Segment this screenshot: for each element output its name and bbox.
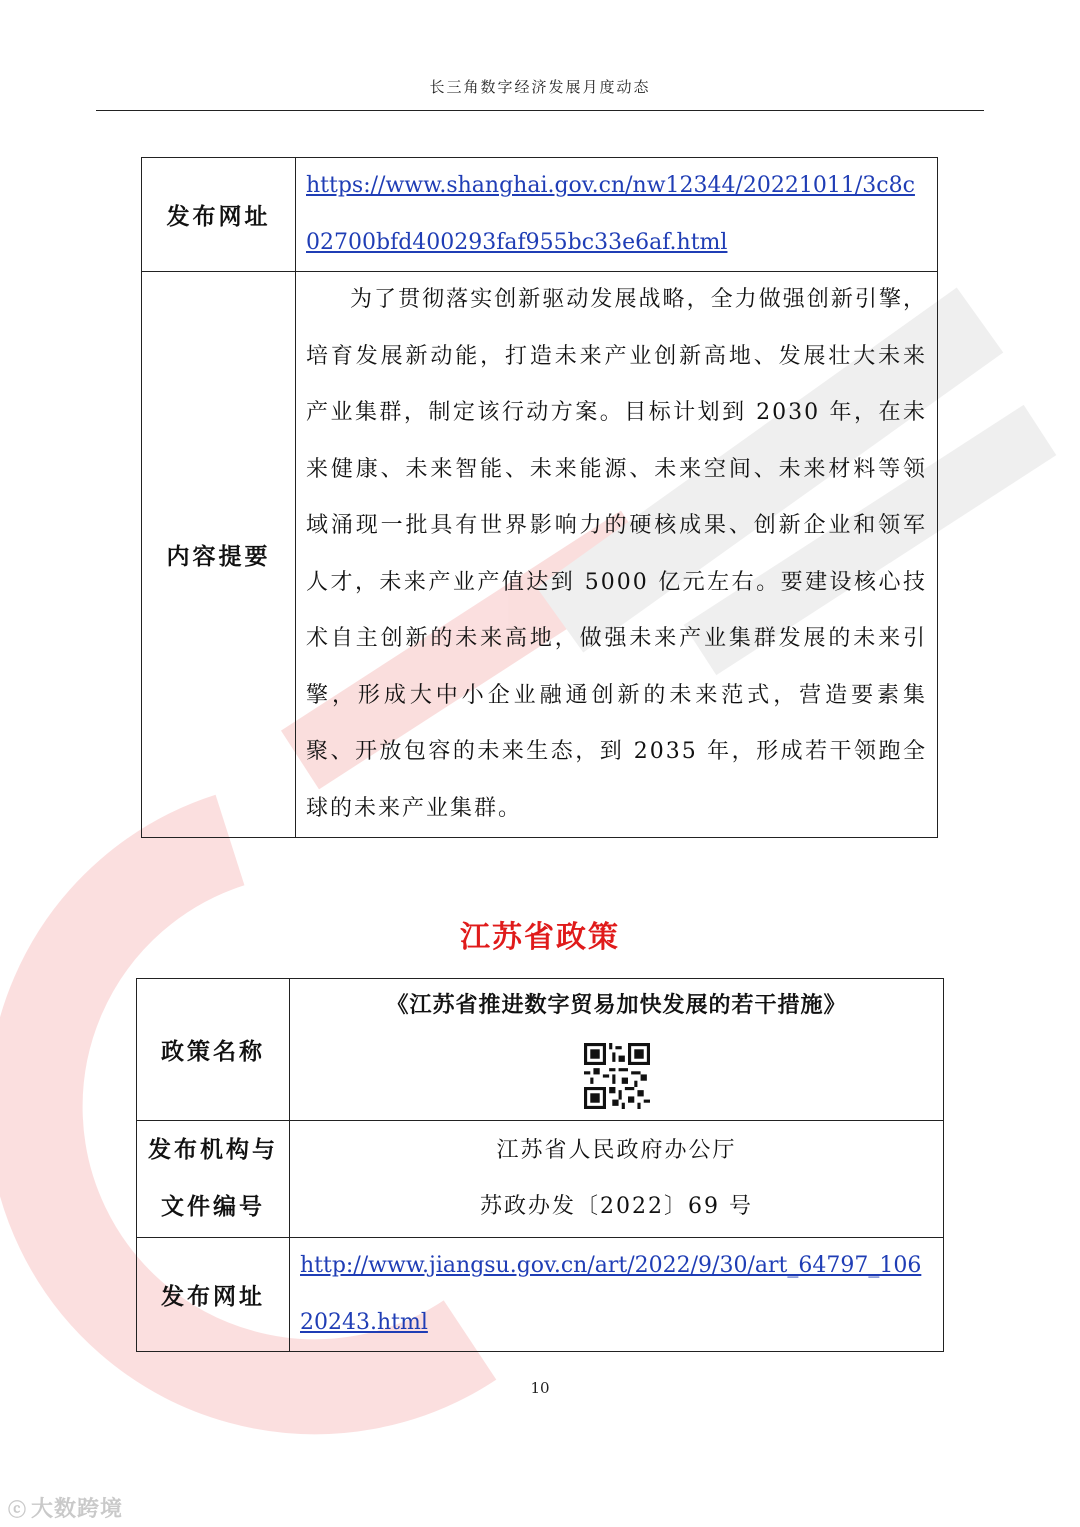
jiangsu-url-link[interactable]: http://www.jiangsu.gov.cn/art/2022/9/30/art_64797_10620243.html: [300, 1253, 922, 1335]
brand-watermark: [8, 1492, 123, 1523]
jiangsu-policy-table: [136, 978, 944, 1352]
url-label: 发布网址: [142, 158, 296, 272]
url-cell: [296, 158, 938, 272]
issuer-label-line1: 发布机构与: [148, 1137, 278, 1163]
summary-label: 内容提要: [142, 272, 296, 838]
running-header: 长三角数字经济发展月度动态: [429, 78, 651, 96]
issuer-cell: [290, 1121, 944, 1238]
document-number: 苏政办发〔2022〕69 号: [480, 1194, 753, 1219]
table-row: [137, 979, 944, 1121]
table-row: [137, 1238, 944, 1352]
url-cell: [290, 1238, 944, 1352]
shanghai-url-link[interactable]: https://www.shanghai.gov.cn/nw12344/20221011/3c8c02700bfd400293faf955bc33e6af.html: [306, 173, 915, 255]
jiangsu-section-title: 江苏省政策: [460, 920, 620, 955]
policy-name: 《江苏省推进数字贸易加快发展的若干措施》: [386, 992, 847, 1018]
url-label: 发布网址: [137, 1238, 290, 1352]
summary-text: 为了贯彻落实创新驱动发展战略，全力做强创新引擎，培育发展新动能，打造未来产业创新高地、发展壮大未来产业集群，制定该行动方案。目标计划到 2030 年，在未来健康、未来智能、未来能源、未来空间、未来材料等领域涌现一批具有世界影响力的硬核成果、创新企业和领军人才，未来产业产值达到 5000 亿元左右。要建设核心技术自主创新的未来高地，做强未来产业集群发展的未来引擎，形成大中小企业融通创新的未来范式，营造要素集聚、开放包容的未来生态，到 2035 年，形成若干领跑全球的未来产业集群。: [296, 272, 938, 838]
table-row: [142, 158, 938, 272]
qr-code-icon[interactable]: [584, 1043, 650, 1109]
page-number: 10: [530, 1379, 550, 1397]
brand-name: 大数跨境: [31, 1497, 124, 1522]
brand-logo-icon: ⓒ: [8, 1500, 27, 1521]
table-row: [142, 272, 938, 838]
table-row: [137, 1121, 944, 1238]
header-divider: [96, 110, 984, 111]
issuer-name: 江苏省人民政府办公厅: [496, 1137, 737, 1163]
shanghai-policy-table: [141, 157, 938, 838]
policy-name-cell: [290, 979, 944, 1121]
issuer-label: [137, 1121, 290, 1238]
policy-name-label: 政策名称: [137, 979, 290, 1121]
issuer-label-line2: 文件编号: [161, 1194, 265, 1220]
